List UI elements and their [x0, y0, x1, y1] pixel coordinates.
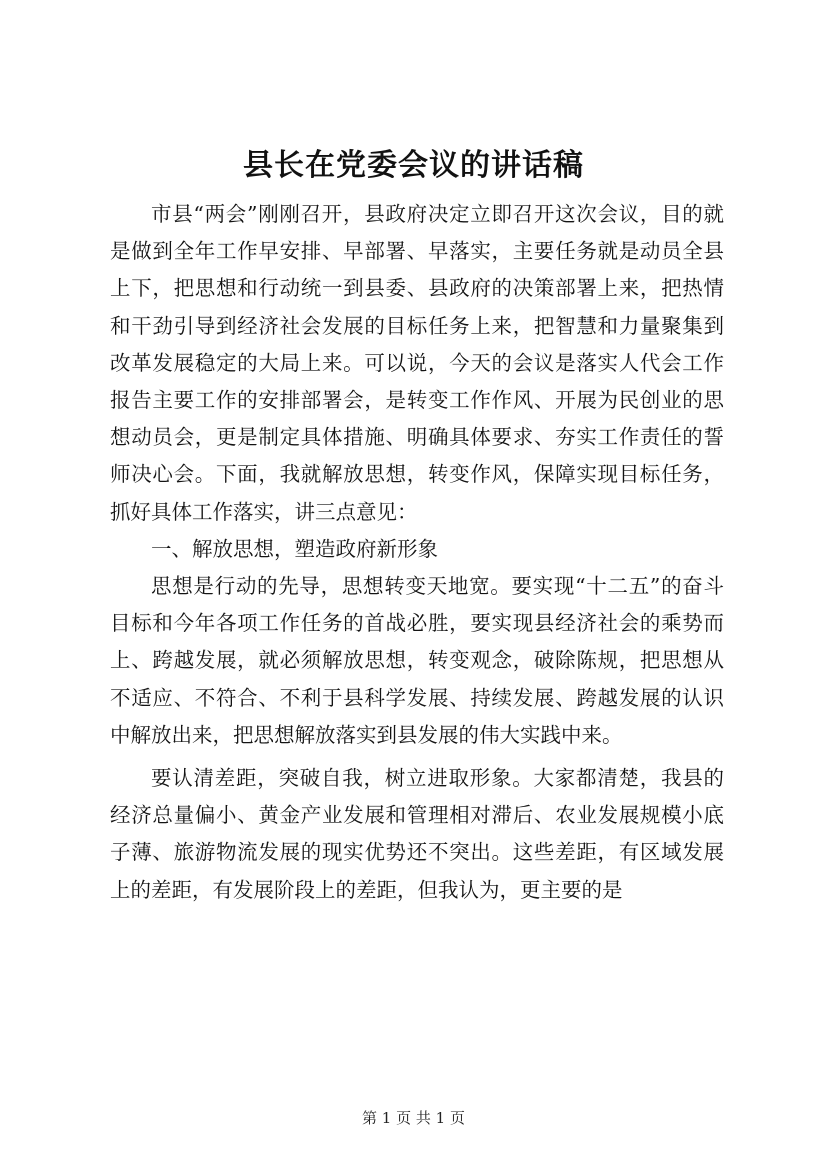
- paragraph-gap: 要认清差距，突破自我，树立进取形象。大家都清楚，我县的经济总量偏小、黄金产业发展和管理相对滞后、农业发展规模小底子薄、旅游物流发展的现实优势还不突出。这些差距，有区域发展上的差距，有发展阶段上的差距，但我认为，更主要的是: [110, 766, 724, 902]
- document-title: 县长在党委会议的讲话稿: [243, 148, 584, 183]
- section-heading-1: 一、解放思想，塑造政府新形象: [151, 536, 438, 561]
- document-body: [110, 196, 724, 909]
- paragraph-intro: 市县“两会”刚刚召开，县政府决定立即召开这次会议，目的就是做到全年工作早安排、早部署、早落实，主要任务就是动员全县上下，把思想和行动统一到县委、县政府的决策部署上来，把热情和干劲引导到经济社会发展的目标任务上来，把智慧和力量聚集到改革发展稳定的大局上来。可以说，今天的会议是落实人代会工作报告主要工作的安排部署会，是转变工作作风、开展为民创业的思想动员会，更是制定具体措施、明确具体要求、夯实工作责任的誓师决心会。下面，我就解放思想，转变作风，保障实现目标任务，抓好具体工作落实，讲三点意见：: [110, 202, 724, 524]
- paragraph-thought: 思想是行动的先导，思想转变天地宽。要实现“十二五”的奋斗目标和今年各项工作任务的首战必胜，要实现县经济社会的乘势而上、跨越发展，就必须解放思想，转变观念，破除陈规，把思想从不适应、不符合、不利于县科学发展、持续发展、跨越发展的认识中解放出来，把思想解放落实到县发展的伟大实践中来。: [110, 574, 724, 747]
- page-footer: 第 1 页 共 1 页: [362, 1109, 465, 1127]
